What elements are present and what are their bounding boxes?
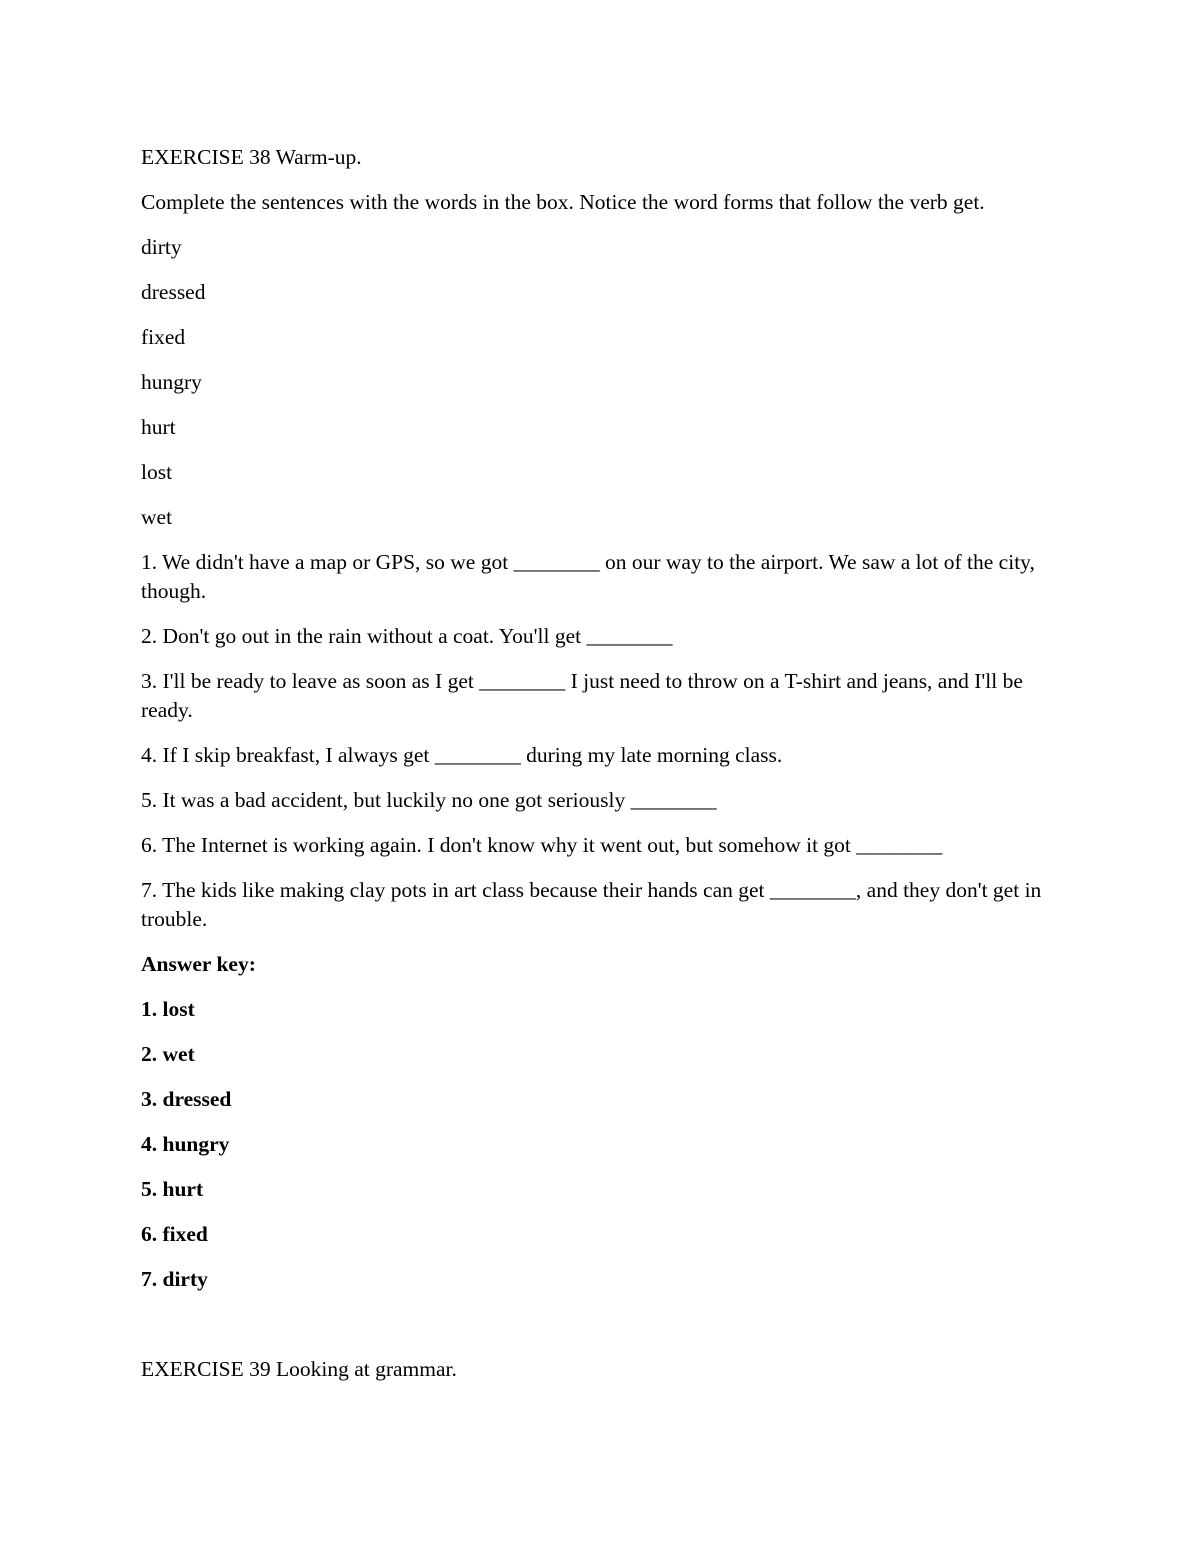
exercise-38-instructions: Complete the sentences with the words in the box. Notice the word forms that follow the verb get. (141, 190, 985, 214)
exercise-39-title: EXERCISE 39 Looking at grammar. (141, 1357, 457, 1381)
answer-item: 3. dressed (141, 1087, 232, 1111)
sentence-item: 4. If I skip breakfast, I always get ________ during my late morning class. (141, 743, 783, 767)
word-box-item: lost (141, 460, 173, 484)
word-box-item: wet (141, 505, 173, 529)
sentence-item: 7. The kids like making clay pots in art class because their hands can get ________, and they don't get in trouble. (141, 878, 1042, 931)
sentence-item: 5. It was a bad accident, but luckily no one got seriously ________ (141, 788, 717, 812)
sentence-list (141, 548, 1061, 934)
word-box-item: fixed (141, 325, 186, 349)
word-box (141, 233, 1061, 532)
section-gap (141, 1310, 1061, 1355)
answer-item: 2. wet (141, 1042, 195, 1066)
word-box-item: hurt (141, 415, 176, 439)
exercise-38-title: EXERCISE 38 Warm-up. (141, 145, 362, 169)
sentence-item: 3. I'll be ready to leave as soon as I get ________ I just need to throw on a T-shirt and jeans, and I'll be ready. (141, 669, 1023, 722)
sentence-item: 2. Don't go out in the rain without a coat. You'll get ________ (141, 624, 673, 648)
answer-item: 1. lost (141, 997, 195, 1021)
word-box-item: dirty (141, 235, 182, 259)
sentence-item: 1. We didn't have a map or GPS, so we got ________ on our way to the airport. We saw a lot of the city, though. (141, 550, 1035, 603)
answer-item: 6. fixed (141, 1222, 208, 1246)
word-box-item: hungry (141, 370, 202, 394)
answer-item: 7. dirty (141, 1267, 208, 1291)
answer-key-heading: Answer key: (141, 952, 256, 976)
document-page (141, 143, 1061, 1400)
answer-item: 4. hungry (141, 1132, 230, 1156)
answer-key-list (141, 995, 1061, 1294)
answer-item: 5. hurt (141, 1177, 204, 1201)
word-box-item: dressed (141, 280, 206, 304)
sentence-item: 6. The Internet is working again. I don't know why it went out, but somehow it got ________ (141, 833, 943, 857)
